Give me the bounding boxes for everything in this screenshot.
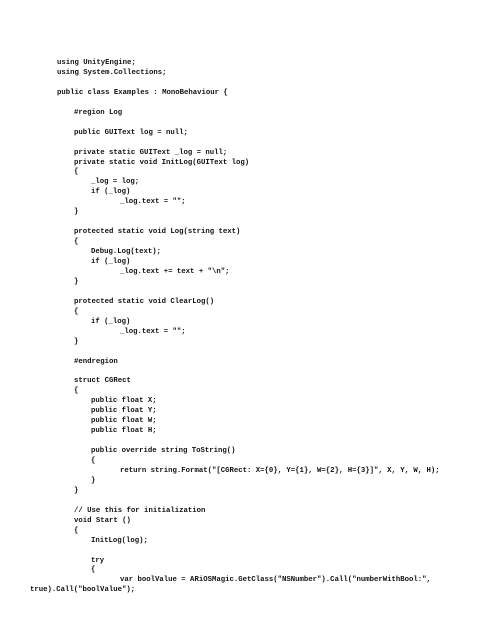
- code-line: {: [74, 238, 79, 247]
- code-line: InitLog(log);: [91, 536, 148, 545]
- code-line: if (_log): [91, 258, 131, 266]
- code-line: #region Log: [74, 108, 123, 117]
- code-line: public float W;: [91, 417, 157, 426]
- code-line: {: [74, 307, 79, 316]
- code-line: {: [74, 387, 79, 396]
- code-line: }: [91, 476, 96, 485]
- code-line: _log = log;: [91, 178, 140, 187]
- code-line: try: [91, 556, 105, 565]
- code-line: public class Examples : MonoBehaviour {: [57, 88, 228, 97]
- code-line: struct CGRect: [74, 377, 131, 386]
- code-line: Debug.Log(text);: [91, 248, 162, 257]
- code-line: using System.Collections;: [57, 68, 167, 77]
- code-line: if (_log): [91, 317, 131, 326]
- code-line: public float X;: [91, 397, 157, 406]
- code-line: public override string ToString(): [91, 447, 236, 456]
- code-line: public float Y;: [91, 407, 157, 416]
- code-line: using UnityEngine;: [57, 59, 136, 67]
- code-line: private static GUIText _log = null;: [74, 148, 228, 157]
- code-line: protected static void ClearLog(): [74, 297, 215, 306]
- code-line: {: [74, 168, 79, 177]
- code-line: {: [91, 566, 96, 575]
- code-line: {: [91, 457, 96, 465]
- code-line: private static void InitLog(GUIText log): [74, 158, 250, 167]
- code-line: {: [74, 526, 79, 535]
- code-line: return string.Format("[CGRect: X={0}, Y={1}, W={2}, H={3}]", X, Y, W, H);: [120, 466, 440, 475]
- code-line: #endregion: [74, 357, 118, 366]
- code-line: }: [74, 277, 79, 286]
- code-line: // Use this for initialization: [74, 506, 206, 515]
- code-line: protected static void Log(string text): [74, 228, 241, 237]
- code-line: _log.text = "";: [120, 198, 186, 207]
- code-line: _log.text += text + "\n";: [120, 267, 230, 276]
- code-line: }: [74, 337, 79, 346]
- code-line: var boolValue = ARiOSMagic.GetClass("NSNumber").Call("numberWithBool:",: [120, 576, 431, 585]
- code-line: public GUIText log = null;: [74, 128, 188, 137]
- code-line: if (_log): [91, 188, 131, 197]
- code-line: _log.text = "";: [120, 327, 186, 336]
- code-line: public float H;: [91, 427, 157, 436]
- code-line: void Start (): [74, 516, 131, 525]
- code-line: }: [74, 208, 79, 217]
- code-line: true).Call("boolValue");: [30, 586, 136, 595]
- code-line: }: [74, 486, 79, 495]
